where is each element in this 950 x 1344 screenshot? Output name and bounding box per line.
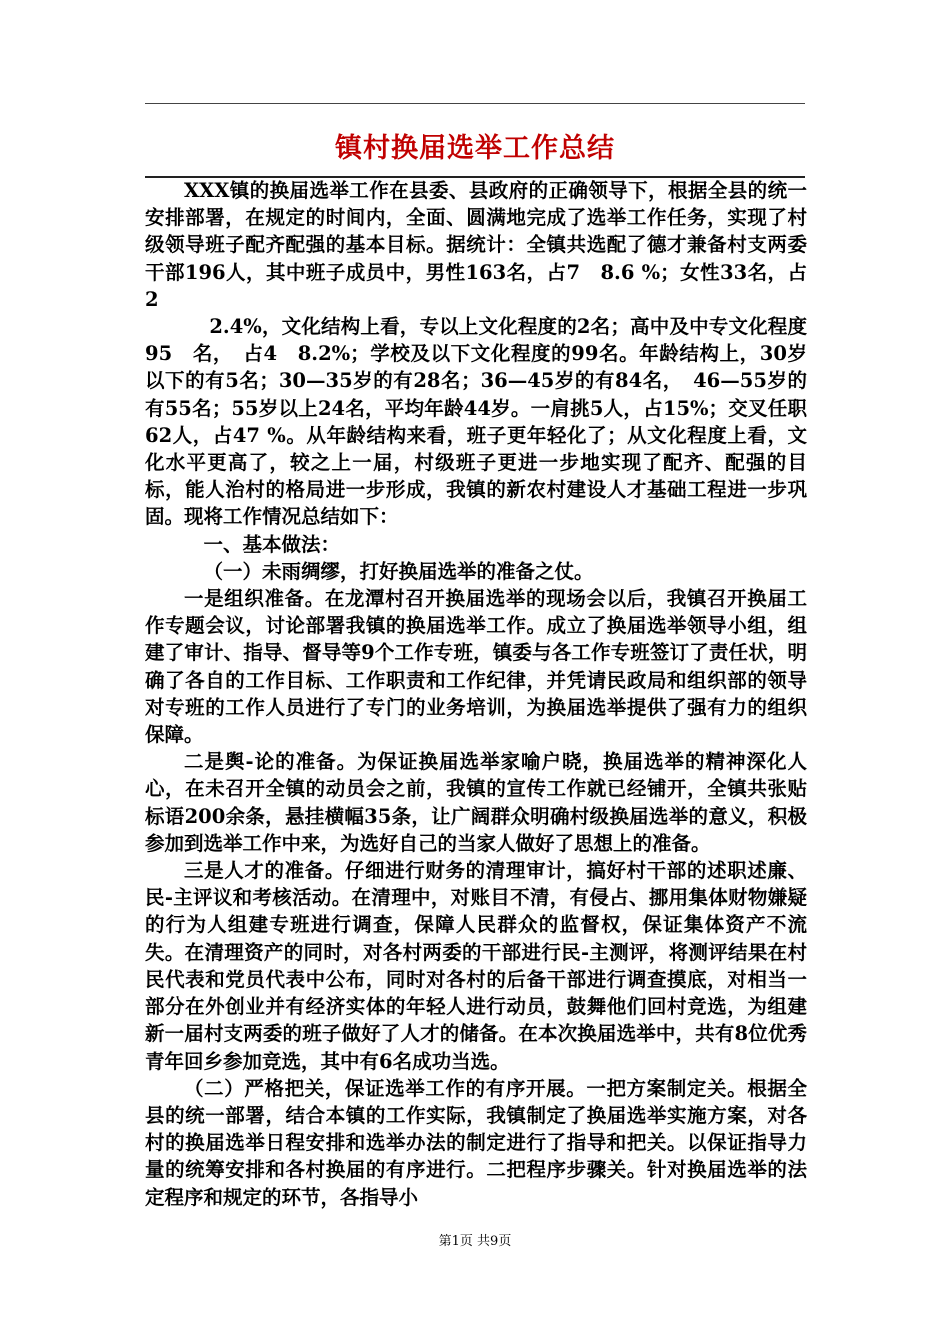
header-rule [145,103,805,104]
section-heading: 一、基本做法： [203,532,341,556]
paragraph-statistics: 2.4%，文化结构上看，专以上文化程度的2名；高中及中专文化程度95 名， 占4 8.2%；学校及以下文化程度的99名。年龄结构上，30岁以下的有5名；30—35岁的有28名；36—45岁的有84名， 46—55岁的有55名；55岁以上24名，平均年龄44岁。一肩挑5人，占15%；交叉任职62人，占47 %。从年龄结构来看，班子更年轻化了；从文化程度上看，文化水平更高了，较之上一届，村级班子更进一步地实现了配齐、配强的目标，能人治村的格局进一步形成，我镇的新农村建设人才基础工程进一步巩固。现将工作情况总结如下： [145,315,807,529]
paragraph-organization: 一是组织准备。在龙潭村召开换届选举的现场会以后，我镇召开换届工作专题会议，讨论部署我镇的换届选举工作。成立了换届选举领导小组，组建了审计、指导、督导等9个工作专班，镇委与各工作专班签订了责任状，明确了各自的工作目标、工作职责和工作纪律，并凭请民政局和组织部的领导对专班的工作人员进行了专门的业务培训，为换届选举提供了强有力的组织保障。 [145,587,807,747]
paragraph-intro: XXX镇的换届选举工作在县委、县政府的正确领导下，根据全县的统一安排部署，在规定的时间内，全面、圆满地完成了选举工作任务，实现了村级领导班子配齐配强的基本目标。据统计：全镇共选配了德才兼备村支两委干部196人，其中班子成员中，男性163名，占7 8.6 %；女性33名，占2 [145,179,807,311]
paragraph-publicity: 二是舆-论的准备。为保证换届选举家喻户晓，换届选举的精神深化人心，在未召开全镇的动员会之前，我镇的宣传工作就已经铺开，全镇共张贴标语200余条，悬挂横幅35条，让广阔群众明确村级换届选举的意义，积极参加到选举工作中来，为选好自己的当家人做好了思想上的准备。 [145,750,807,855]
document-body [145,177,807,1211]
document-title: 镇村换届选举工作总结 [335,133,615,164]
page-footer: 第1页 共9页 [438,1234,512,1249]
paragraph-strict-control: （二）严格把关，保证选举工作的有序开展。一把方案制定关。根据全县的统一部署，结合本镇的工作实际，我镇制定了换届选举实施方案，对各村的换届选举日程安排和选举办法的制定进行了指导和把关。以保证指导力量的统筹安排和各村换届的有序进行。二把程序步骤关。针对换届选举的法定程序和规定的环节，各指导小 [145,1076,807,1209]
subsection-heading-1: （一）未雨绸缪，打好换届选举的准备之仗。 [203,559,594,583]
paragraph-talent: 三是人才的准备。仔细进行财务的清理审计，搞好村干部的述职述廉、民-主评议和考核活动。在清理中，对账目不清，有侵占、挪用集体财物嫌疑的行为人组建专班进行调查，保障人民群众的监督权，保证集体资产不流失。在清理资产的同时，对各村两委的干部进行民-主测评，将测评结果在村民代表和党员代表中公布，同时对各村的后备干部进行调查摸底，对相当一部分在外创业并有经济实体的年轻人进行动员，鼓舞他们回村竞选，为组建新一届村支两委的班子做好了人才的储备。在本次换届选举中，共有8位优秀青年回乡参加竞选，其中有6名成功当选。 [145,859,808,1073]
